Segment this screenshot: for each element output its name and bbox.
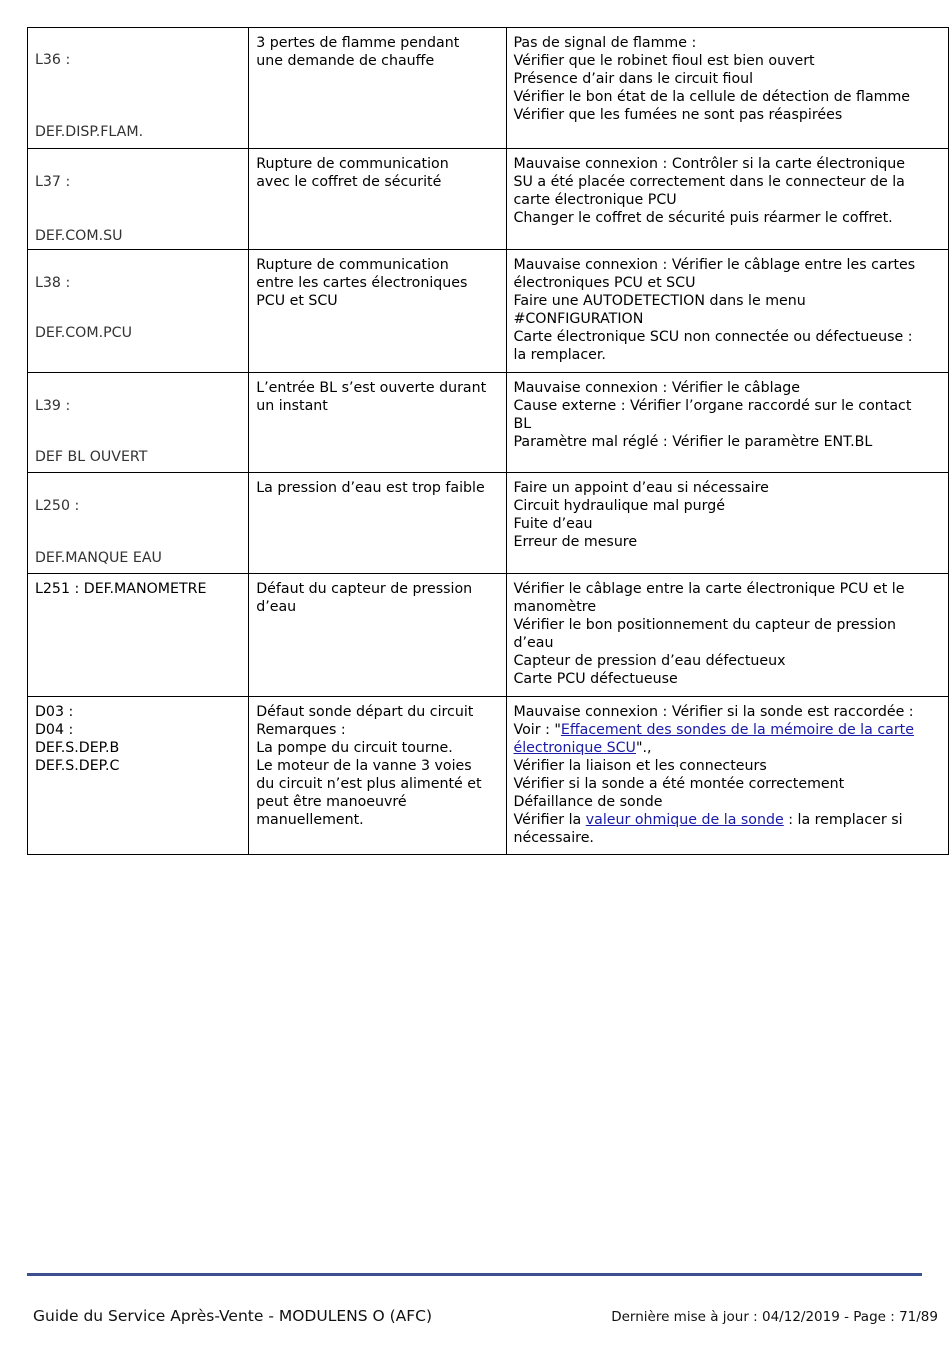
fault-action-cell [506,373,949,473]
fault-label: DEF.COM.PCU [35,325,132,341]
fault-code-cell [28,149,249,250]
fault-action-cell [506,149,949,250]
description-line: Rupture de communication [256,257,449,273]
fault-label: DEF.MANQUE EAU [35,550,162,566]
fault-action-cell [506,697,949,855]
action-line [514,721,943,739]
description-line: avec le coffret de sécurité [256,174,442,190]
fault-code: L251 : DEF.MANOMETRE [35,581,207,597]
action-line: Paramètre mal réglé : Vérifier le paramètre ENT.BL [513,434,873,450]
description-line: manuellement. [256,812,364,828]
action-line: Erreur de mesure [513,534,638,550]
description-line: peut être manoeuvré [256,794,407,810]
action-line: Pas de signal de flamme : [513,35,697,51]
fault-description-cell [249,373,506,473]
fault-code: L36 : [35,52,71,68]
effacement-sondes-link[interactable]: Effacement des sondes de la mémoire de la carte [560,722,914,738]
action-line: Vérifier la liaison et les connecteurs [513,758,767,774]
fault-code: L39 : [35,398,71,414]
fault-description-cell [249,574,506,697]
action-line: Vérifier si la sonde a été montée correctement [513,776,845,792]
verifier-prefix: Vérifier la [513,812,586,828]
description-line: PCU et SCU [256,293,338,309]
voir-prefix: Voir : " [513,722,561,738]
action-line: Vérifier le câblage entre la carte électronique PCU et le [513,581,905,597]
fault-code-cell [28,373,249,473]
voir-suffix: "., [635,740,652,756]
action-line: Cause externe : Vérifier l’organe raccordé sur le contact [513,398,912,414]
fault-description-cell [249,250,506,373]
action-line: Vérifier que le robinet fioul est bien ouvert [513,53,815,69]
action-line: la remplacer. [513,347,606,363]
description-line: un instant [256,398,328,414]
table-row [28,473,949,574]
fault-description-cell [249,149,506,250]
fault-table [27,27,949,855]
action-line: SU a été placée correctement dans le connecteur de la [513,174,905,190]
fault-label: DEF BL OUVERT [35,449,148,465]
action-line: Changer le coffret de sécurité puis réarmer le coffret. [513,210,893,226]
fault-code: L37 : [35,174,71,190]
action-line: d’eau [513,635,554,651]
action-line: Carte électronique SCU non connectée ou défectueuse : [513,329,913,345]
fault-code-cell [28,250,249,373]
table-row [28,250,949,373]
footer-divider [27,1273,922,1276]
fault-description-cell [249,697,506,855]
action-line: carte électronique PCU [513,192,677,208]
action-line: Fuite d’eau [513,516,593,532]
fault-code-cell [28,473,249,574]
effacement-sondes-link-cont[interactable]: électronique SCU [513,740,636,756]
description-line: du circuit n’est plus alimenté et [256,776,482,792]
action-line: Faire une AUTODETECTION dans le menu [513,293,806,309]
action-line: Vérifier le bon état de la cellule de détection de flamme [513,89,911,105]
action-line: #CONFIGURATION [513,311,644,327]
action-line: Présence d’air dans le circuit fioul [513,71,754,87]
description-line: entre les cartes électroniques [256,275,468,291]
description-line: La pression d’eau est trop faible [256,480,485,496]
action-line: Vérifier le bon positionnement du capteur de pression [513,617,897,633]
description-line: d’eau [256,599,297,615]
fault-code: L38 : [35,275,71,291]
fault-description-cell [249,28,506,149]
fault-label: DEF.COM.SU [35,228,123,244]
action-line: Mauvaise connexion : Vérifier le câblage entre les cartes [513,257,916,273]
action-line: Défaillance de sonde [513,794,663,810]
fault-description-cell [249,473,506,574]
footer-page-info: Dernière mise à jour : 04/12/2019 - Page : 71/89 [611,1309,938,1325]
fault-code-cell [28,574,249,697]
fault-code: L250 : [35,498,80,514]
action-line: Circuit hydraulique mal purgé [513,498,725,514]
fault-action-cell [506,473,949,574]
fault-label: DEF.S.DEP.C [35,758,120,774]
fault-code-cell [28,28,249,149]
description-line: La pompe du circuit tourne. [256,740,453,756]
fault-label: DEF.S.DEP.B [35,740,120,756]
description-line: Défaut du capteur de pression [256,581,473,597]
action-line: nécessaire. [513,830,594,846]
description-line: 3 pertes de flamme pendant [256,35,460,51]
description-line: Remarques : [256,722,346,738]
fault-action-cell [506,28,949,149]
action-line: Carte PCU défectueuse [513,671,678,687]
description-line: L’entrée BL s’est ouverte durant [256,380,487,396]
table-row [28,373,949,473]
description-line: Rupture de communication [256,156,449,172]
table-row [28,28,949,149]
action-line: Mauvaise connexion : Vérifier si la sonde est raccordée : [513,704,914,720]
action-line: Mauvaise connexion : Contrôler si la carte électronique [513,156,905,172]
fault-code-cell [28,697,249,855]
valeur-ohmique-link[interactable]: valeur ohmique de la sonde [585,812,784,828]
fault-action-cell [506,250,949,373]
fault-code: D04 : [35,722,74,738]
description-line: une demande de chauffe [256,53,435,69]
action-line: Mauvaise connexion : Vérifier le câblage [513,380,801,396]
fault-action-cell [506,574,949,697]
footer-guide-title: Guide du Service Après-Vente - MODULENS O (AFC) [33,1307,433,1325]
table-row [28,697,949,855]
action-line: BL [513,416,532,432]
fault-label: DEF.DISP.FLAM. [35,124,144,140]
action-line: Vérifier que les fumées ne sont pas réaspirées [513,107,843,123]
description-line: Le moteur de la vanne 3 voies [256,758,472,774]
action-line: électroniques PCU et SCU [513,275,696,291]
action-line: Faire un appoint d’eau si nécessaire [513,480,769,496]
verifier-suffix: : la remplacer si [783,812,903,828]
fault-code: D03 : [35,704,74,720]
action-line: Capteur de pression d’eau défectueux [513,653,786,669]
action-line [514,739,943,757]
action-line: manomètre [513,599,597,615]
table-row [28,574,949,697]
action-line [514,811,943,829]
table-row [28,149,949,250]
description-line: Défaut sonde départ du circuit [256,704,474,720]
